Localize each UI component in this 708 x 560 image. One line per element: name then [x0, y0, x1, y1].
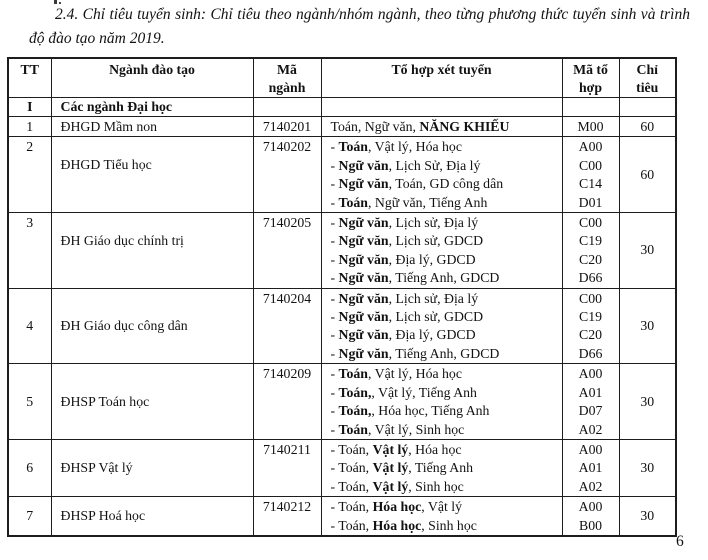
combination-subject: Toán	[338, 366, 368, 382]
combination-code: D66	[578, 345, 603, 361]
combinations-cell	[321, 117, 562, 137]
major-name-cell: Các ngành Đại học	[51, 98, 253, 117]
tt-cell: 3	[8, 213, 51, 289]
combination-code: C00	[579, 215, 602, 231]
combination-subject: , Địa lý, GDCD	[388, 251, 476, 267]
combination-codes-cell	[562, 364, 619, 440]
tt-cell: 1	[8, 117, 51, 137]
combination-subject: , Lịch sử, Địa lý	[388, 290, 479, 306]
combination-code: C14	[579, 176, 602, 192]
combination-line	[331, 232, 560, 250]
combination-code: A00	[578, 441, 603, 457]
quota-cell: 30	[619, 364, 676, 440]
combination-subject: - Toán,	[330, 441, 373, 457]
combination-subject: , Lịch sử, GDCD	[388, 309, 484, 325]
major-code-cell	[253, 98, 321, 117]
combination-code: C20	[579, 327, 602, 343]
combination-code: C20	[579, 251, 602, 267]
combination-line	[331, 441, 560, 459]
combination-subject: NĂNG KHIẾU	[419, 119, 510, 134]
combination-codes-cell	[562, 137, 619, 213]
combination-subject: -	[330, 345, 339, 361]
combination-subject: Toán,	[338, 403, 372, 419]
combination-line	[331, 517, 560, 535]
combination-code: A01	[578, 460, 603, 476]
combination-subject: Ngữ văn	[338, 309, 389, 325]
combination-subject: - Toán,	[330, 517, 373, 533]
combination-subject: -	[330, 384, 339, 400]
column-header	[619, 58, 676, 98]
combination-subject: -	[330, 194, 339, 210]
combination-line	[331, 290, 560, 308]
combination-line	[331, 138, 560, 156]
quota-cell: 30	[619, 439, 676, 496]
combination-line	[331, 498, 560, 516]
combination-line	[331, 365, 560, 383]
column-header-line: Tổ hợp xét tuyển	[391, 62, 492, 77]
combination-code: B00	[579, 517, 602, 533]
combination-subject: , Sinh học	[421, 517, 477, 533]
combinations-cell	[321, 364, 562, 440]
quota-cell: 60	[619, 137, 676, 213]
combinations-cell	[321, 98, 562, 117]
combination-code: A02	[578, 421, 603, 437]
combination-subject: -	[330, 139, 339, 155]
tt-cell: I	[8, 98, 51, 117]
combination-subject: Ngữ văn	[338, 251, 389, 267]
combination-code: C00	[579, 290, 602, 306]
quota-cell: 60	[619, 117, 676, 137]
combination-subject: Ngữ văn	[338, 215, 389, 231]
quota-cell: 30	[619, 497, 676, 536]
combination-subject: , Ngữ văn, Tiếng Anh	[367, 194, 488, 210]
combination-subject: , Tiếng Anh, GDCD	[388, 270, 500, 286]
tt-cell: 7	[8, 497, 51, 536]
combination-line	[331, 421, 560, 439]
combination-subject: Toán	[338, 421, 368, 437]
quota-cell: 30	[619, 288, 676, 364]
combination-line	[331, 194, 560, 212]
major-code-cell: 7140201	[253, 117, 321, 137]
combination-subject: , Hóa học	[408, 441, 462, 457]
combination-subject: Hóa học	[372, 517, 422, 533]
table-row	[8, 364, 676, 440]
combination-code: A02	[578, 478, 603, 494]
column-header	[8, 58, 51, 98]
tt-cell: 2	[8, 137, 51, 213]
combination-subject: -	[330, 251, 339, 267]
combination-subject: , Tiếng Anh, GDCD	[388, 345, 500, 361]
combination-code: M00	[577, 119, 604, 134]
combination-subject: Ngữ văn	[338, 270, 389, 286]
combination-line	[331, 269, 560, 287]
combination-subject: Vật lý	[372, 460, 409, 476]
combination-subject: , Tiếng Anh	[408, 460, 474, 476]
column-header-line: Chỉ	[636, 62, 658, 77]
combination-subject: Ngữ văn	[338, 157, 389, 173]
combination-subject: , Hóa học, Tiếng Anh	[371, 403, 490, 419]
combination-codes-cell	[562, 98, 619, 117]
combination-codes-cell	[562, 213, 619, 289]
page-number: 6	[676, 533, 684, 550]
combination-subject: , Địa lý, GDCD	[388, 327, 476, 343]
combination-code: C19	[579, 233, 602, 249]
combinations-cell	[321, 213, 562, 289]
combination-line	[331, 326, 560, 344]
combination-code: A00	[578, 366, 603, 382]
combination-subject: Ngữ văn	[338, 176, 389, 192]
column-header	[51, 58, 253, 98]
combination-subject: , Vật lý, Sinh học	[367, 421, 465, 437]
admission-quota-table	[7, 57, 677, 537]
major-name-cell: ĐHSP Vật lý	[51, 439, 253, 496]
combination-subject: -	[330, 157, 339, 173]
combination-code: D07	[578, 403, 603, 419]
section-heading: 2.4. Chỉ tiêu tuyển sinh: Chỉ tiêu theo ngành/nhóm ngành, theo từng phương thức tuyển sinh và trình độ đào tạo năm 2019.	[29, 6, 690, 47]
table-row	[8, 137, 676, 213]
combination-codes-cell	[562, 439, 619, 496]
major-code-cell: 7140204	[253, 288, 321, 364]
combination-subject: Ngữ văn	[338, 345, 389, 361]
table-header	[8, 58, 676, 98]
column-header-line: TT	[20, 62, 39, 77]
combination-subject: -	[330, 366, 339, 382]
column-header-line: hợp	[579, 80, 602, 95]
combinations-cell	[321, 439, 562, 496]
combination-line	[331, 118, 560, 136]
combination-code: A01	[578, 384, 603, 400]
major-code-cell: 7140212	[253, 497, 321, 536]
major-code-cell: 7140209	[253, 364, 321, 440]
combination-subject: - Toán,	[330, 478, 373, 494]
major-name-cell: ĐHSP Toán học	[51, 364, 253, 440]
combinations-cell	[321, 288, 562, 364]
column-header	[562, 58, 619, 98]
combination-codes-cell	[562, 117, 619, 137]
combination-subject: -	[330, 290, 339, 306]
major-name-cell: ĐH Giáo dục chính trị	[51, 213, 253, 289]
combination-line	[331, 384, 560, 402]
major-name-cell: ĐHGD Mầm non	[51, 117, 253, 137]
combination-subject: -	[330, 403, 339, 419]
combination-subject: Ngữ văn	[338, 233, 389, 249]
combination-subject: Ngữ văn	[338, 327, 389, 343]
combination-subject: , Vật lý, Tiếng Anh	[371, 384, 477, 400]
column-header-line: Mã	[277, 62, 297, 77]
combination-subject: -	[330, 176, 339, 192]
combination-subject: -	[330, 233, 339, 249]
combinations-cell	[321, 137, 562, 213]
combination-subject: -	[330, 309, 339, 325]
combination-subject: -	[330, 327, 339, 343]
combination-line	[331, 402, 560, 420]
combination-subject: , Toán, GD công dân	[388, 176, 504, 192]
combination-subject: Vật lý	[372, 441, 409, 457]
major-code-cell: 7140211	[253, 439, 321, 496]
header-row	[8, 58, 676, 98]
combination-line	[331, 157, 560, 175]
combination-code: A00	[578, 139, 603, 155]
tt-cell: 4	[8, 288, 51, 364]
combination-line	[331, 175, 560, 193]
combination-subject: , Vật lý, Hóa học	[367, 366, 462, 382]
combination-code: A00	[578, 499, 603, 515]
column-header-line: Ngành đào tạo	[109, 62, 195, 77]
combination-line	[331, 478, 560, 496]
combination-line	[331, 459, 560, 477]
tt-cell: 5	[8, 364, 51, 440]
combination-line	[331, 251, 560, 269]
combination-code: C00	[579, 157, 602, 173]
table-body	[8, 98, 676, 536]
combination-subject: Toán	[338, 194, 368, 210]
column-header	[321, 58, 562, 98]
combination-subject: -	[330, 270, 339, 286]
combination-line	[331, 308, 560, 326]
column-header-line: Mã tổ	[573, 62, 608, 77]
major-name-cell: ĐHGD Tiểu học	[51, 137, 253, 213]
combination-line	[331, 214, 560, 232]
combination-subject: Ngữ văn	[338, 290, 389, 306]
column-header-line: ngành	[268, 80, 306, 95]
table-row	[8, 497, 676, 536]
combination-code: C19	[579, 309, 602, 325]
combination-subject: -	[330, 421, 339, 437]
combination-subject: , Vật lý	[421, 499, 463, 515]
combination-subject: Toán	[338, 139, 368, 155]
combination-subject: , Lịch sử, Địa lý	[388, 215, 479, 231]
major-name-cell: ĐHSP Hoá học	[51, 497, 253, 536]
combination-codes-cell	[562, 288, 619, 364]
tt-cell: 6	[8, 439, 51, 496]
major-code-cell: 7140202	[253, 137, 321, 213]
combination-subject: Vật lý	[372, 478, 409, 494]
column-header-line: tiêu	[636, 80, 659, 95]
combination-subject: Toán,	[338, 384, 372, 400]
combination-codes-cell	[562, 497, 619, 536]
column-header	[253, 58, 321, 98]
combination-subject: , Sinh học	[408, 478, 464, 494]
major-code-cell: 7140205	[253, 213, 321, 289]
combination-subject: , Vật lý, Hóa học	[367, 139, 462, 155]
combination-subject: -	[330, 215, 339, 231]
quota-cell	[619, 98, 676, 117]
table-row	[8, 117, 676, 137]
combination-subject: , Lịch Sử, Địa lý	[388, 157, 481, 173]
table-row	[8, 213, 676, 289]
combination-subject: - Toán,	[330, 499, 373, 515]
combination-code: D01	[578, 194, 603, 210]
major-name-cell: ĐH Giáo dục công dân	[51, 288, 253, 364]
combinations-cell	[321, 497, 562, 536]
combination-subject: - Toán,	[330, 460, 373, 476]
combination-line	[331, 345, 560, 363]
section-row	[8, 98, 676, 117]
table-row	[8, 439, 676, 496]
combination-subject: Toán, Ngữ văn,	[330, 119, 420, 134]
table-row	[8, 288, 676, 364]
quota-cell: 30	[619, 213, 676, 289]
combination-subject: , Lịch sử, GDCD	[388, 233, 484, 249]
combination-code: D66	[578, 270, 603, 286]
combination-subject: Hóa học	[372, 499, 422, 515]
